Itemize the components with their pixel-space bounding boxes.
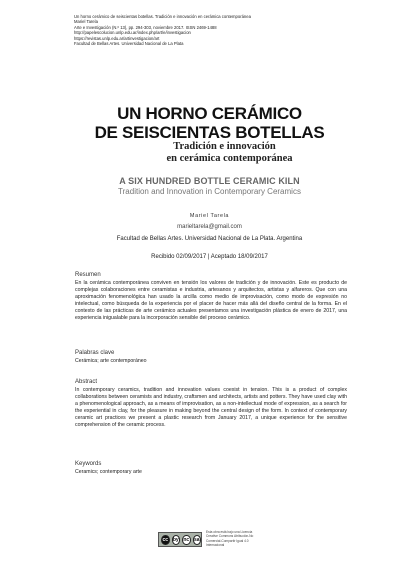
by-icon: by xyxy=(172,536,179,543)
nc-icon: nc xyxy=(183,536,190,543)
abstract-heading: Abstract xyxy=(75,379,98,385)
article-subtitle xyxy=(0,141,419,165)
keywords-es-heading: Palabras clave xyxy=(75,350,115,356)
creative-commons-badge[interactable] xyxy=(158,532,202,547)
license-footer xyxy=(158,530,288,550)
resumen-body: En la cerámica contemporánea conviven en tensión los valores de tradición y de innovación. Este es producto de complejas colaboraciones entre ceramistas e industria, artesanos y arquitectos, artistas y alfareros. Que con una aproximación fenomenológica han usado la arcilla como medio de improvisación, como modo de expresión no intelectual, como búsqueda de la experiencia por el placer de hacer más allá del diseño central de la forma. En el contexto de las prácticas de arte cerámico actuales presentamos una investigación plástica de enero de 2017, una experiencia inigualable para la incorporación sensible del proceso cerámico. xyxy=(75,279,347,322)
header-line: https://revistas.unlp.edu.ar/artinvestigacion/art xyxy=(74,35,160,41)
header-line: Mariel Tarela xyxy=(74,19,98,25)
abstract-section xyxy=(75,379,347,429)
header-line: Facultad de Bellas Artes. Universidad Nacional de La Plata xyxy=(74,41,184,47)
title-line-1: UN HORNO CERÁMICO xyxy=(117,104,302,123)
keywords-en-heading: Keywords xyxy=(75,461,102,467)
article-title xyxy=(0,104,419,142)
license-line: Internacional xyxy=(206,543,225,548)
license-line: Esta obra está bajo una Licencia xyxy=(206,530,253,534)
english-subtitle: Tradition and Innovation in Contemporary Ceramics xyxy=(118,187,301,196)
submission-dates: Recibido 02/09/2017 | Aceptado 18/09/2017 xyxy=(151,254,268,260)
license-line: Comercial-Compartir Igual 4.0 xyxy=(206,538,249,543)
sa-icon: sa xyxy=(193,536,200,543)
abstract-body: In contemporary ceramics, tradition and innovation values coexist in tension. This is a product of complex collaborations between ceramists and industry, craftsmen and architects, artists and potters. They have used clay with a phenomenological approach, as a means of improvisation, as a non-intellectual mode of expression, as a search for the experiential in clay, for the pleasure in making beyond the central design of the form. In context of contemporary ceramic art practices we present a plastic research from January 2017, a unique experience for the sensitive comprehension of the ceramic process. xyxy=(75,386,347,429)
cc-icon: cc xyxy=(162,536,169,543)
journal-header xyxy=(74,14,374,46)
author-affiliation: Facultad de Bellas Artes. Universidad Nacional de La Plata. Argentina xyxy=(116,236,303,242)
author-name: Mariel Tarela xyxy=(189,213,230,219)
header-line: Arte e Investigación (N.º 13), pp. 294-303, noviembre 2017. ISSN 2469-1488 xyxy=(74,24,217,30)
keywords-es-section xyxy=(75,350,347,365)
license-text xyxy=(206,530,288,548)
keywords-es-body: Cerámica; arte contemporáneo xyxy=(75,357,147,364)
subtitle-line-1: Tradición e innovación xyxy=(173,141,276,152)
keywords-en-body: Ceramics; contemporary arte xyxy=(75,468,142,475)
header-line: http://papelescolucion.unlp.edu.ar/index.php/art/e/investigacion xyxy=(74,30,191,36)
english-title: A SIX HUNDRED BOTTLE CERAMIC KILN xyxy=(119,176,300,186)
subtitle-line-2: en cerámica contemporánea xyxy=(166,153,293,164)
resumen-heading: Resumen xyxy=(75,272,101,278)
license-line: Creative Commons Atribución-No xyxy=(206,534,254,539)
keywords-en-section xyxy=(75,461,347,476)
resumen-section xyxy=(75,272,347,322)
header-line: Un horno cerámico de seiscientas botellas. Tradición e innovación en cerámica contemporánea xyxy=(74,14,251,19)
title-line-2: DE SEISCIENTAS BOTELLAS xyxy=(94,123,325,142)
author-email[interactable]: marieltarela@gmail.com xyxy=(177,224,242,230)
